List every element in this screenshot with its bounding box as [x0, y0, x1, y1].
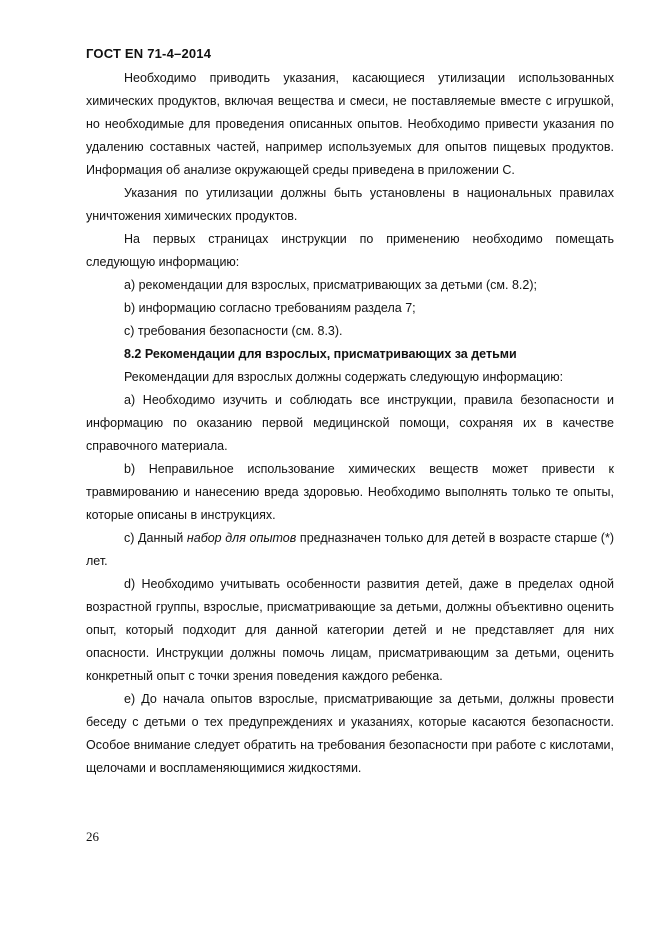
- recommendation-e: e) До начала опытов взрослые, присматривающие за детьми, должны провести беседу с детьми о тех предупреждениях и указаниях, которые касаются безопасности. Особое внимание следует обратить на требования безопасности при работе с кислотами, щелочами и воспламеняющимися жидкостями.: [86, 692, 614, 775]
- page-number: 26: [86, 829, 99, 844]
- recommendation-c: [86, 527, 614, 573]
- recommendation-c-suffix: предназначен только для детей в возрасте старше (*) лет.: [86, 531, 614, 568]
- list-item-a: a) рекомендации для взрослых, присматривающих за детьми (см. 8.2);: [124, 278, 537, 292]
- paragraph-disposal-instructions: Необходимо приводить указания, касающиеся утилизации использованных химических продуктов, включая вещества и смеси, не поставляемые вместе с игрушкой, но необходимые для проведения описанных опытов. Необходимо привести указания по удалению составных частей, например используемых для опытов пищевых продуктов. Информация об анализе окружающей среды приведена в приложении С.: [86, 71, 614, 177]
- recommendation-b: b) Неправильное использование химических веществ может привести к травмированию и нанесению вреда здоровью. Необходимо выполнять только те опыты, которые описаны в инструкциях.: [86, 462, 614, 522]
- recommendation-c-prefix: c) Данный: [124, 531, 187, 545]
- section-heading: 8.2 Рекомендации для взрослых, присматривающих за детьми: [124, 347, 517, 361]
- paragraph-recommendations-intro: Рекомендации для взрослых должны содержать следующую информацию:: [124, 370, 564, 384]
- document-header: ГОСТ EN 71-4–2014: [86, 46, 212, 61]
- document-body: [86, 67, 614, 780]
- paragraph-disposal-rules: Указания по утилизации должны быть установлены в национальных правилах уничтожения химических продуктов.: [86, 186, 614, 223]
- list-item-b: b) информацию согласно требованиям раздела 7;: [124, 301, 416, 315]
- recommendation-d: d) Необходимо учитывать особенности развития детей, даже в пределах одной возрастной группы, взрослые, присматривающие за детьми, должны объективно оценить опыт, который подходит для данной категории детей и не представляет для них опасности. Инструкции должны помочь лицам, присматривающим за детьми, оценить конкретный опыт с точки зрения поведения каждого ребенка.: [86, 577, 614, 683]
- paragraph-first-pages: На первых страницах инструкции по применению необходимо помещать следующую информацию:: [86, 232, 614, 269]
- recommendation-a: а) Необходимо изучить и соблюдать все инструкции, правила безопасности и информацию по оказанию первой медицинской помощи, сохраняя их в качестве справочного материала.: [86, 393, 614, 453]
- list-item-c: c) требования безопасности (см. 8.3).: [124, 324, 343, 338]
- recommendation-c-emphasis: набор для опытов: [186, 531, 297, 545]
